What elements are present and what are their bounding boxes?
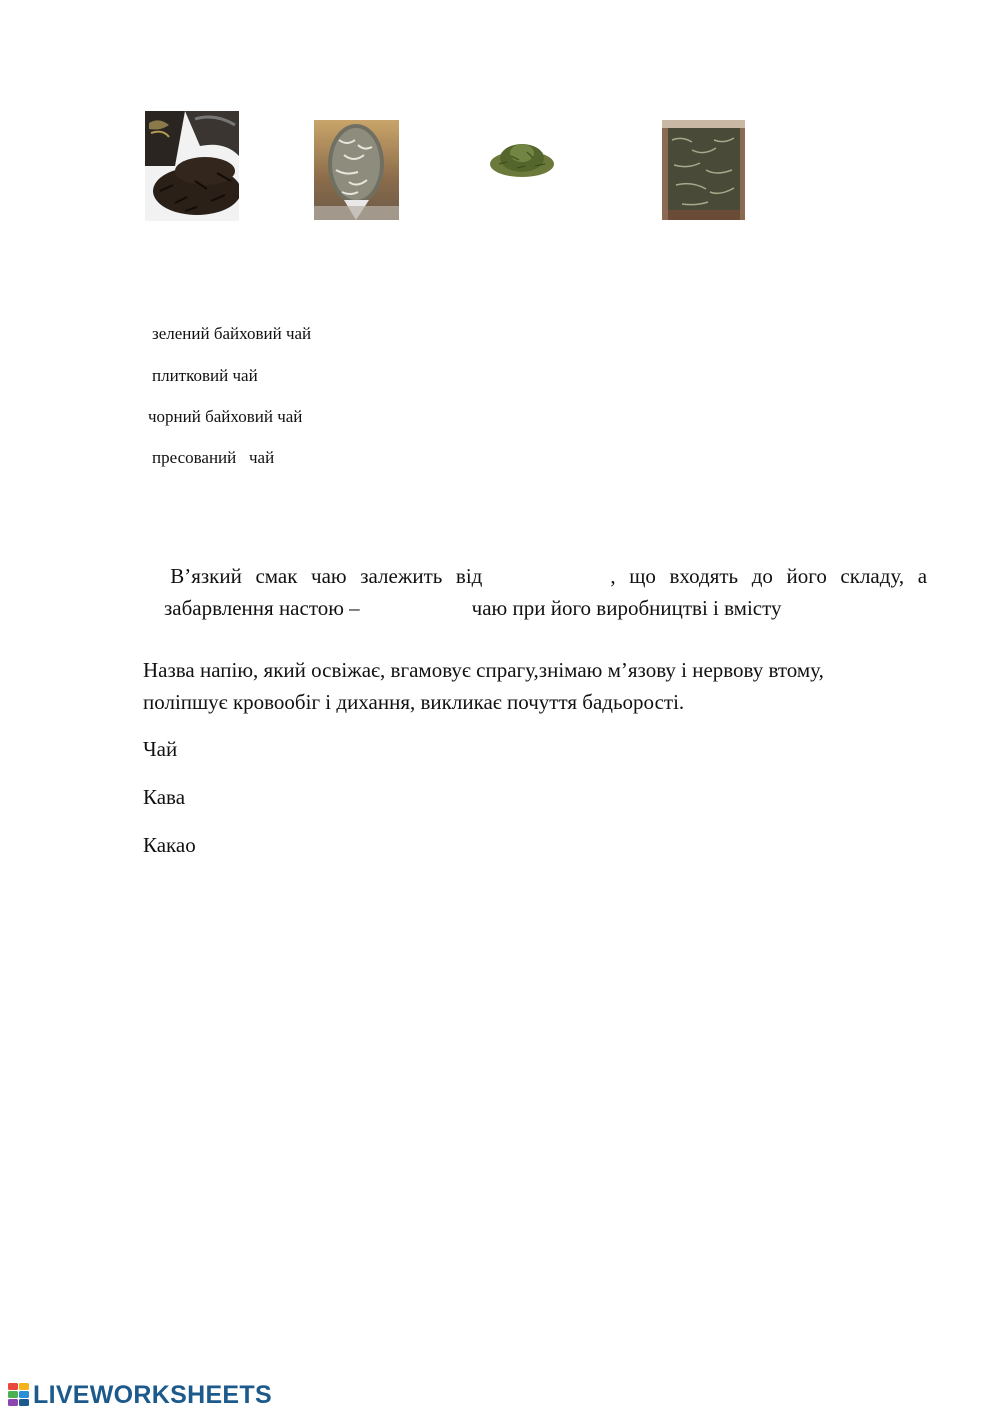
liveworksheets-logo-text: LIVEWORKSHEETS bbox=[33, 1380, 272, 1409]
q2-line2: поліпшує кровообіг і дихання, викликає почуття бадьорості. bbox=[143, 690, 685, 714]
q1-line2-part1: забарвлення настою – bbox=[164, 596, 360, 620]
question-fill-blanks bbox=[143, 528, 928, 620]
q1-line1-part1: В’язкий смак чаю залежить від bbox=[170, 564, 483, 588]
brick-tea-image bbox=[662, 120, 745, 220]
question-drink-name bbox=[143, 654, 927, 718]
black-leaf-tea-image bbox=[145, 111, 239, 221]
liveworksheets-logo bbox=[8, 1382, 272, 1408]
option-cocoa[interactable]: Какао bbox=[143, 833, 196, 857]
green-tea-pile-image bbox=[489, 136, 555, 180]
label-green-tea[interactable]: зелений байховий чай bbox=[152, 324, 312, 343]
q1-line2-part2: чаю при його виробництві і вмісту bbox=[471, 596, 782, 620]
q2-line1: Назва напію, який освіжає, вгамовує спрагу,знімаю м’язову і нервову втому, bbox=[143, 658, 824, 682]
liveworksheets-logo-icon bbox=[8, 1383, 30, 1407]
option-coffee[interactable]: Кава bbox=[143, 785, 186, 809]
label-pressed-tea[interactable]: пресований чай bbox=[152, 448, 275, 467]
option-tea[interactable]: Чай bbox=[143, 737, 178, 761]
label-black-tea[interactable]: чорний байховий чай bbox=[148, 407, 303, 426]
label-tile-tea[interactable]: плитковий чай bbox=[152, 366, 258, 385]
pressed-tea-cake-image bbox=[314, 120, 399, 220]
q1-line1-part2: , що входять до його складу, а bbox=[610, 564, 928, 588]
